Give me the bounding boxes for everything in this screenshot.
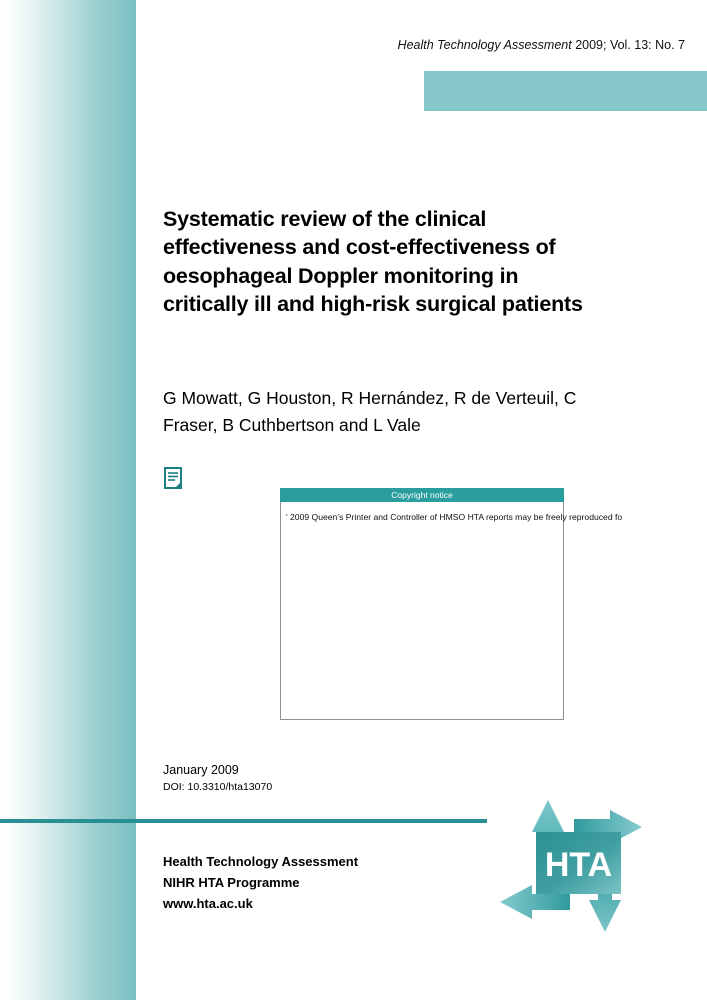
journal-title: Health Technology Assessment	[397, 38, 572, 52]
footer-block	[163, 851, 358, 914]
publication-date: January 2009	[163, 763, 239, 777]
hta-logo	[490, 780, 670, 950]
journal-reference	[398, 38, 685, 52]
footer-line-website: www.hta.ac.uk	[163, 896, 253, 912]
page-title: Systematic review of the clinical effectiveness and cost-effectiveness of oesophageal Doppler monitoring in critically ill and high-risk surgical patients	[163, 207, 583, 317]
left-band-gradient	[0, 0, 136, 1000]
horizontal-divider	[0, 819, 487, 823]
author-list: G Mowatt, G Houston, R Hernández, R de Verteuil, C Fraser, B Cuthbertson and L Vale	[163, 388, 577, 435]
note-icon	[164, 467, 184, 491]
footer-line-programme-title: Health Technology Assessment	[163, 854, 359, 869]
hta-logo-text: HTA	[544, 846, 613, 884]
left-decorative-band	[0, 0, 136, 1000]
copyright-notice-heading: Copyright notice	[280, 488, 564, 502]
doi-text: DOI: 10.3310/hta13070	[163, 781, 273, 793]
top-right-color-block	[424, 71, 707, 111]
journal-issue: 2009; Vol. 13: No. 7	[571, 38, 685, 52]
copyright-notice-text: ' 2009 Queen’s Printer and Controller of HMSO HTA reports may be freely reproduced fo	[286, 512, 623, 522]
footer-line-programme-name: NIHR HTA Programme	[163, 875, 300, 891]
